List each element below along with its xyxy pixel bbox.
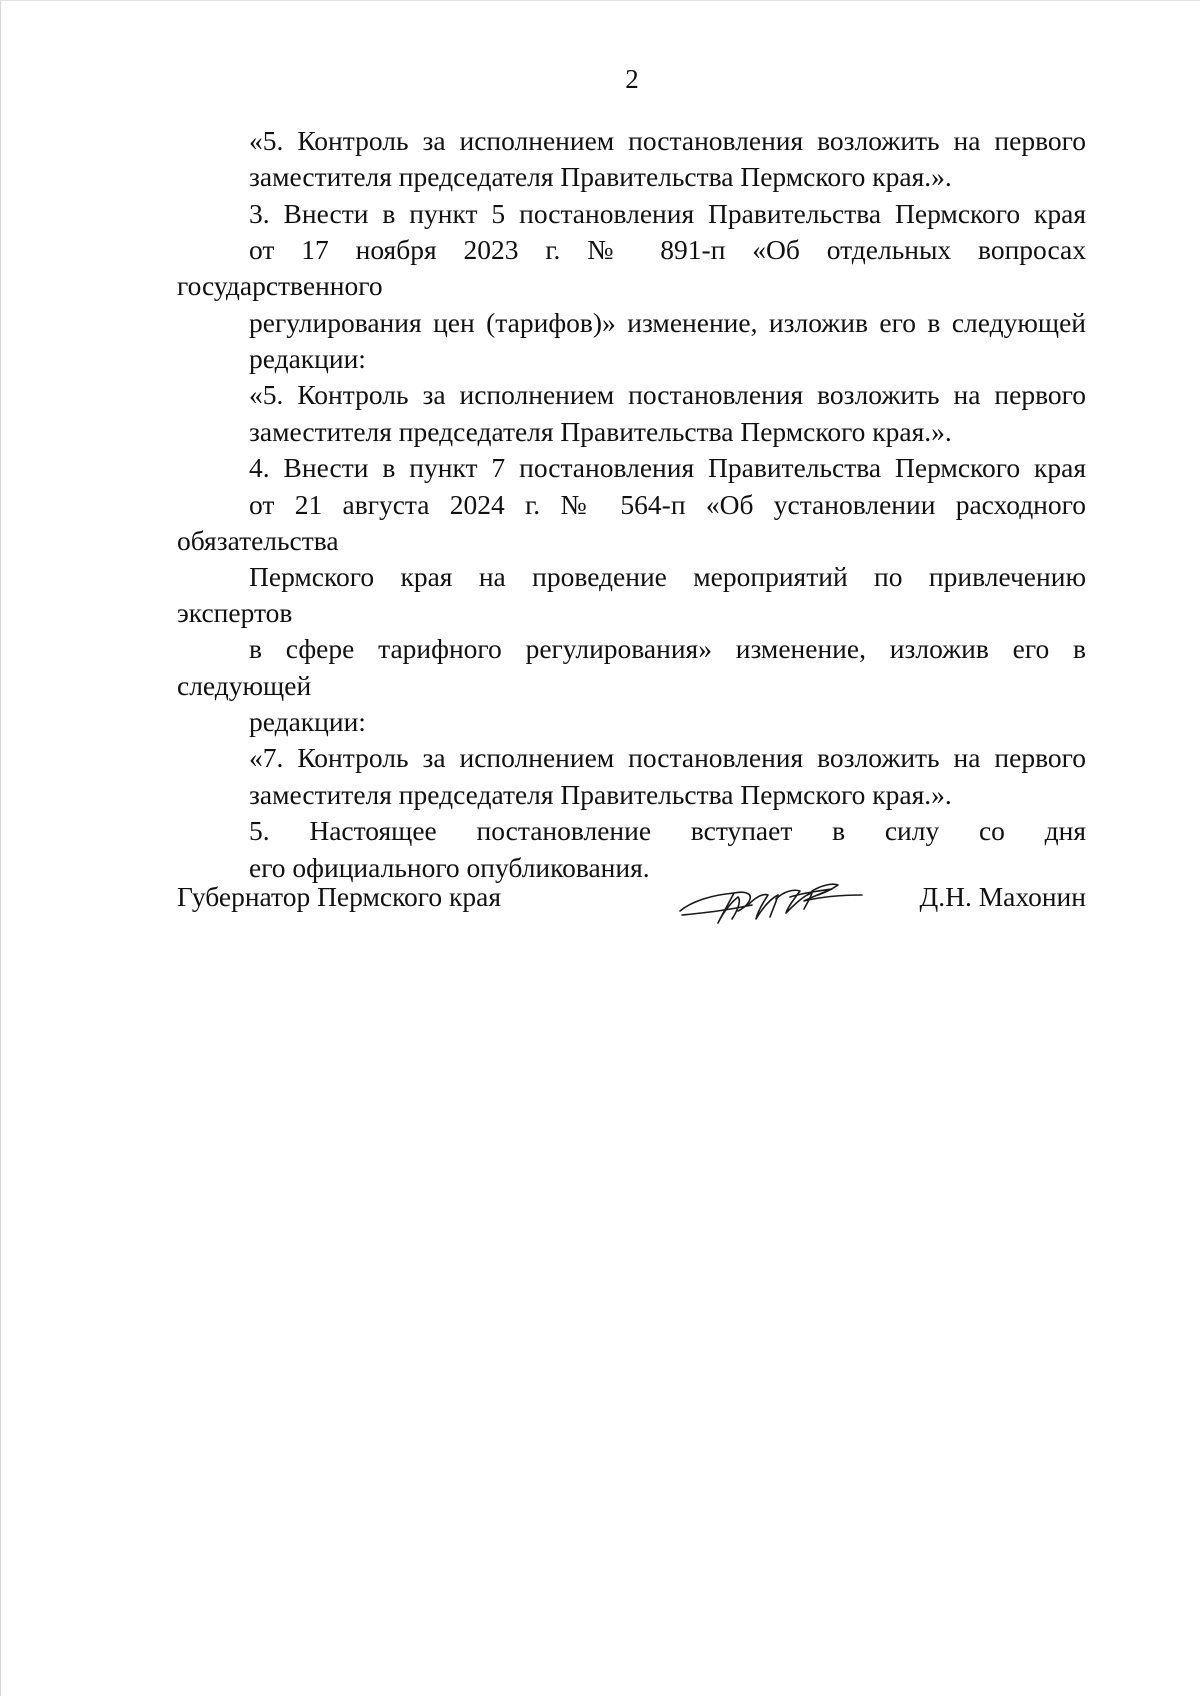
paragraph-control-clause-3 — [177, 740, 1086, 812]
text-line: от 17 ноября 2023 г. № 891-п «Об отдельных вопросах государственного — [177, 234, 1086, 302]
text-line: 3. Внести в пункт 5 постановления Правительства Пермского края — [249, 197, 1086, 229]
text-line: заместителя председателя Правительства Пермского края.». — [249, 415, 952, 447]
text-line: его официального опубликования. — [249, 851, 650, 883]
paragraph-item-5 — [177, 813, 1086, 885]
text-line: Пермского края на проведение мероприятий по привлечению экспертов — [177, 560, 1086, 629]
signatory-position: Губернатор Пермского края — [177, 881, 501, 912]
text-line: заместителя председателя Правительства Пермского края.». — [249, 778, 952, 810]
handwritten-signature-icon — [672, 871, 872, 931]
text-line: «5. Контроль за исполнением постановления возложить на первого — [249, 125, 1086, 156]
paragraph-control-clause-2 — [177, 377, 1086, 449]
text-line: «5. Контроль за исполнением постановления возложить на первого — [249, 379, 1086, 411]
text-line: регулирования цен (тарифов)» изменение, изложив его в следующей — [249, 306, 1086, 338]
text-line: 5. Настоящее постановление вступает в силу со дня — [249, 815, 1086, 847]
paragraph-item-4 — [177, 450, 1086, 740]
text-line: редакции: — [249, 705, 366, 737]
text-line: редакции: — [249, 342, 366, 374]
text-line: 4. Внести в пункт 7 постановления Правительства Пермского края — [249, 452, 1086, 484]
page-number: 2 — [625, 64, 639, 94]
signatory-name: Д.Н. Махонин — [919, 881, 1086, 912]
text-line: «7. Контроль за исполнением постановления возложить на первого — [249, 742, 1086, 774]
text-line: от 21 августа 2024 г. № 564-п «Об установлении расходного обязательства — [177, 488, 1086, 556]
text-line: в сфере тарифного регулирования» изменение, изложив его в следующей — [177, 633, 1086, 701]
signature-block — [177, 877, 1086, 937]
document-body — [177, 123, 1086, 886]
paragraph-item-3 — [177, 196, 1086, 377]
paragraph-control-clause-1 — [177, 123, 1086, 195]
text-line: заместителя председателя Правительства Пермского края.». — [249, 161, 952, 193]
